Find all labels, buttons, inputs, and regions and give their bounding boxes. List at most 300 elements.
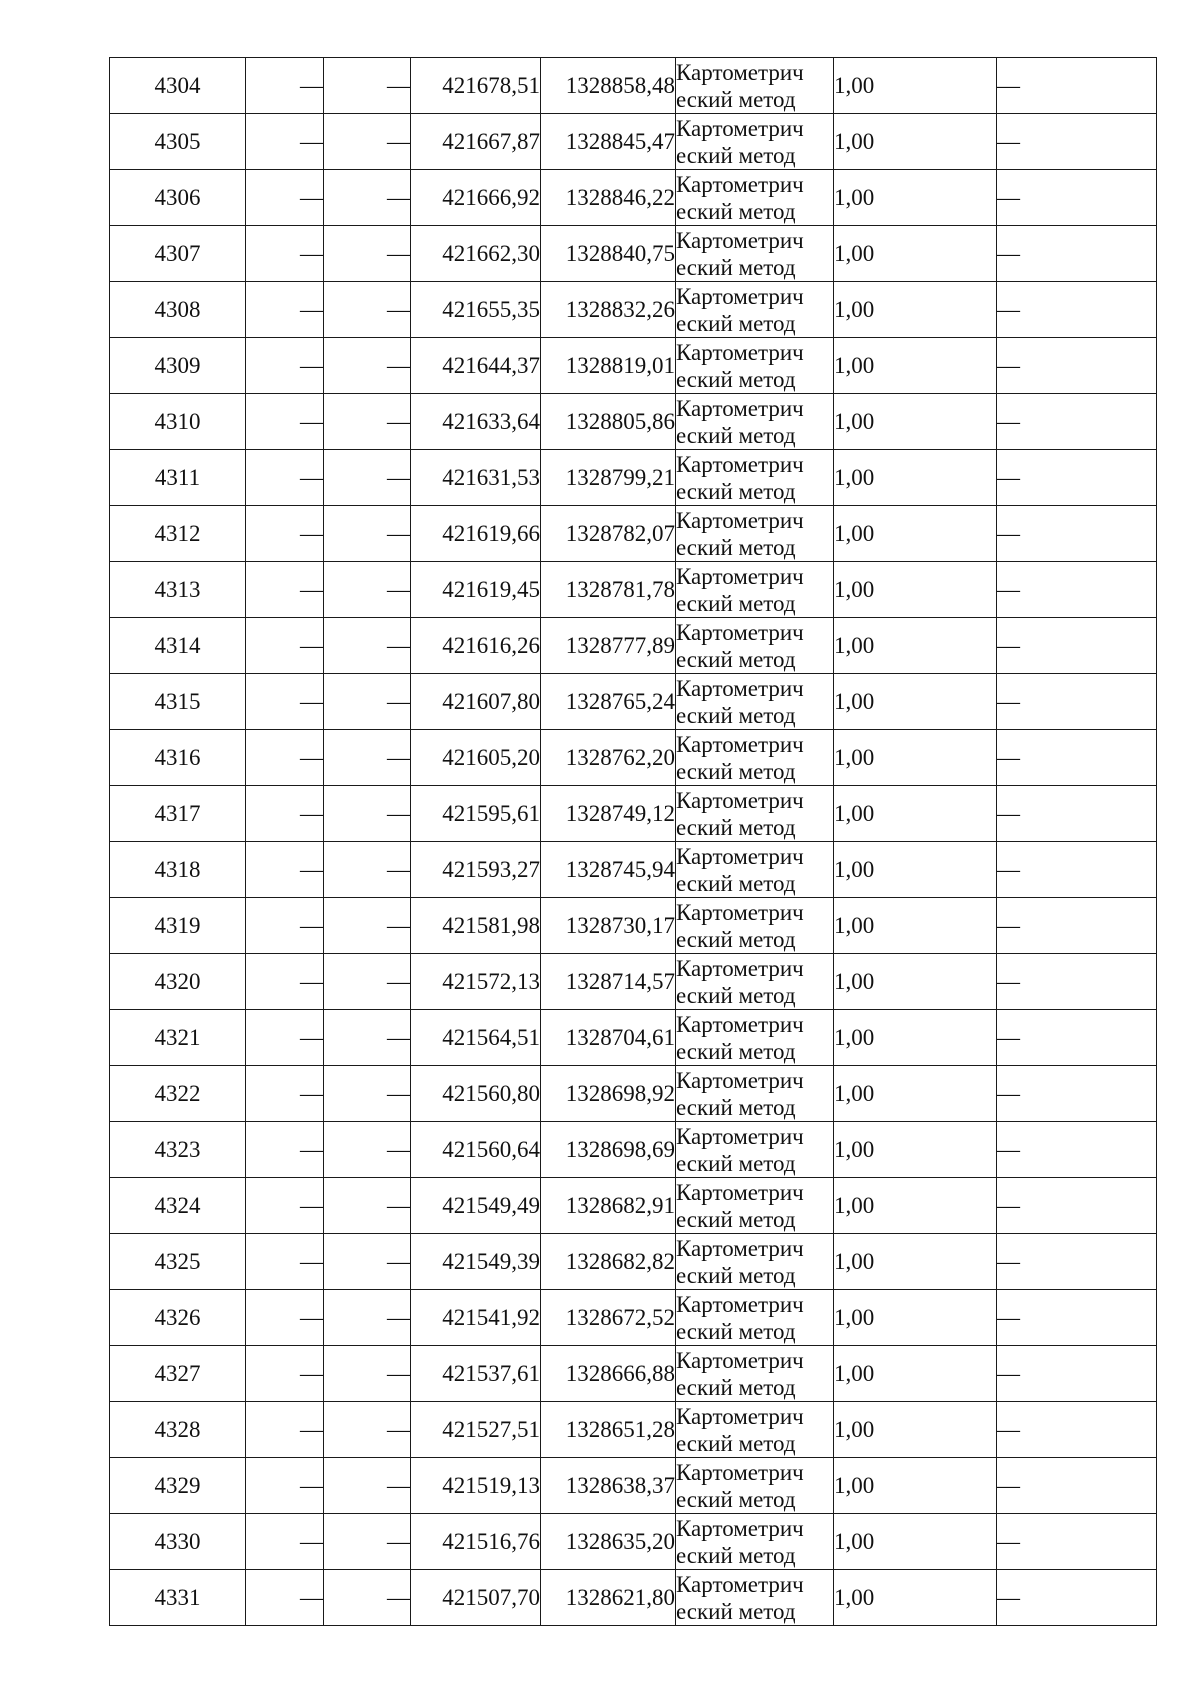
table-row	[110, 730, 1157, 786]
y-coordinate-cell: 1328781,78	[541, 562, 676, 618]
method-cell	[676, 114, 834, 170]
table-row	[110, 1066, 1157, 1122]
empty-dash-cell: —	[997, 58, 1157, 114]
x-coordinate-cell: 421560,80	[411, 1066, 541, 1122]
method-cell	[676, 674, 834, 730]
point-number-cell: 4315	[110, 674, 246, 730]
table-row	[110, 282, 1157, 338]
x-coordinate-cell: 421631,53	[411, 450, 541, 506]
method-cell	[676, 226, 834, 282]
table-row	[110, 1010, 1157, 1066]
y-coordinate-cell: 1328819,01	[541, 338, 676, 394]
empty-dash-cell: —	[324, 1178, 411, 1234]
empty-dash-cell: —	[246, 1458, 324, 1514]
method-cell	[676, 1514, 834, 1570]
accuracy-cell: 1,00	[834, 562, 997, 618]
method-cell	[676, 1010, 834, 1066]
empty-dash-cell: —	[997, 1234, 1157, 1290]
empty-dash-cell: —	[324, 842, 411, 898]
point-number-cell: 4324	[110, 1178, 246, 1234]
empty-dash-cell: —	[246, 506, 324, 562]
x-coordinate-cell: 421541,92	[411, 1290, 541, 1346]
point-number-cell: 4305	[110, 114, 246, 170]
x-coordinate-cell: 421605,20	[411, 730, 541, 786]
empty-dash-cell: —	[246, 1178, 324, 1234]
point-number-cell: 4329	[110, 1458, 246, 1514]
table-row	[110, 786, 1157, 842]
method-cell	[676, 394, 834, 450]
empty-dash-cell: —	[246, 786, 324, 842]
empty-dash-cell: —	[246, 1122, 324, 1178]
empty-dash-cell: —	[997, 898, 1157, 954]
empty-dash-cell: —	[246, 1346, 324, 1402]
method-text-line: Картометрич	[676, 731, 804, 757]
y-coordinate-cell: 1328730,17	[541, 898, 676, 954]
x-coordinate-cell: 421616,26	[411, 618, 541, 674]
method-text-line: еский метод	[676, 870, 796, 896]
y-coordinate-cell: 1328858,48	[541, 58, 676, 114]
method-text-line: еский метод	[676, 1038, 796, 1064]
method-text-line: еский метод	[676, 926, 796, 952]
empty-dash-cell: —	[997, 1010, 1157, 1066]
method-cell	[676, 954, 834, 1010]
method-cell	[676, 898, 834, 954]
empty-dash-cell: —	[324, 730, 411, 786]
table-row	[110, 394, 1157, 450]
empty-dash-cell: —	[997, 1402, 1157, 1458]
method-text-line: Картометрич	[676, 787, 804, 813]
y-coordinate-cell: 1328682,91	[541, 1178, 676, 1234]
y-coordinate-cell: 1328845,47	[541, 114, 676, 170]
x-coordinate-cell: 421678,51	[411, 58, 541, 114]
table-row	[110, 450, 1157, 506]
method-text-line: Картометрич	[676, 899, 804, 925]
empty-dash-cell: —	[324, 1234, 411, 1290]
method-text-line: еский метод	[676, 702, 796, 728]
y-coordinate-cell: 1328635,20	[541, 1514, 676, 1570]
empty-dash-cell: —	[324, 114, 411, 170]
point-number-cell: 4314	[110, 618, 246, 674]
empty-dash-cell: —	[246, 226, 324, 282]
point-number-cell: 4312	[110, 506, 246, 562]
point-number-cell: 4330	[110, 1514, 246, 1570]
method-cell	[676, 1346, 834, 1402]
empty-dash-cell: —	[246, 730, 324, 786]
y-coordinate-cell: 1328777,89	[541, 618, 676, 674]
y-coordinate-cell: 1328704,61	[541, 1010, 676, 1066]
y-coordinate-cell: 1328832,26	[541, 282, 676, 338]
empty-dash-cell: —	[324, 1458, 411, 1514]
method-cell	[676, 1458, 834, 1514]
accuracy-cell: 1,00	[834, 898, 997, 954]
x-coordinate-cell: 421549,49	[411, 1178, 541, 1234]
table-row	[110, 842, 1157, 898]
point-number-cell: 4316	[110, 730, 246, 786]
accuracy-cell: 1,00	[834, 786, 997, 842]
method-text-line: Картометрич	[676, 843, 804, 869]
method-text-line: Картометрич	[676, 227, 804, 253]
y-coordinate-cell: 1328846,22	[541, 170, 676, 226]
y-coordinate-cell: 1328698,69	[541, 1122, 676, 1178]
method-text-line: еский метод	[676, 1094, 796, 1120]
empty-dash-cell: —	[997, 506, 1157, 562]
method-text-line: еский метод	[676, 1150, 796, 1176]
empty-dash-cell: —	[997, 114, 1157, 170]
method-cell	[676, 842, 834, 898]
y-coordinate-cell: 1328698,92	[541, 1066, 676, 1122]
x-coordinate-cell: 421581,98	[411, 898, 541, 954]
accuracy-cell: 1,00	[834, 1458, 997, 1514]
point-number-cell: 4322	[110, 1066, 246, 1122]
accuracy-cell: 1,00	[834, 114, 997, 170]
method-text-line: еский метод	[676, 478, 796, 504]
point-number-cell: 4323	[110, 1122, 246, 1178]
x-coordinate-cell: 421519,13	[411, 1458, 541, 1514]
empty-dash-cell: —	[997, 674, 1157, 730]
y-coordinate-cell: 1328762,20	[541, 730, 676, 786]
method-text-line: еский метод	[676, 310, 796, 336]
empty-dash-cell: —	[324, 562, 411, 618]
empty-dash-cell: —	[324, 450, 411, 506]
empty-dash-cell: —	[997, 954, 1157, 1010]
method-text-line: еский метод	[676, 982, 796, 1008]
point-number-cell: 4307	[110, 226, 246, 282]
point-number-cell: 4321	[110, 1010, 246, 1066]
x-coordinate-cell: 421593,27	[411, 842, 541, 898]
x-coordinate-cell: 421655,35	[411, 282, 541, 338]
empty-dash-cell: —	[997, 450, 1157, 506]
accuracy-cell: 1,00	[834, 170, 997, 226]
empty-dash-cell: —	[246, 842, 324, 898]
empty-dash-cell: —	[997, 170, 1157, 226]
empty-dash-cell: —	[997, 842, 1157, 898]
accuracy-cell: 1,00	[834, 394, 997, 450]
x-coordinate-cell: 421667,87	[411, 114, 541, 170]
point-number-cell: 4327	[110, 1346, 246, 1402]
empty-dash-cell: —	[324, 674, 411, 730]
accuracy-cell: 1,00	[834, 1402, 997, 1458]
x-coordinate-cell: 421560,64	[411, 1122, 541, 1178]
accuracy-cell: 1,00	[834, 58, 997, 114]
table-row	[110, 1290, 1157, 1346]
method-text-line: Картометрич	[676, 1235, 804, 1261]
x-coordinate-cell: 421666,92	[411, 170, 541, 226]
method-cell	[676, 730, 834, 786]
method-cell	[676, 58, 834, 114]
x-coordinate-cell: 421549,39	[411, 1234, 541, 1290]
method-text-line: еский метод	[676, 1206, 796, 1232]
empty-dash-cell: —	[997, 1122, 1157, 1178]
y-coordinate-cell: 1328782,07	[541, 506, 676, 562]
y-coordinate-cell: 1328749,12	[541, 786, 676, 842]
empty-dash-cell: —	[997, 338, 1157, 394]
method-cell	[676, 170, 834, 226]
point-number-cell: 4304	[110, 58, 246, 114]
empty-dash-cell: —	[324, 1570, 411, 1626]
empty-dash-cell: —	[246, 1570, 324, 1626]
accuracy-cell: 1,00	[834, 1178, 997, 1234]
method-text-line: еский метод	[676, 758, 796, 784]
method-text-line: еский метод	[676, 646, 796, 672]
y-coordinate-cell: 1328672,52	[541, 1290, 676, 1346]
method-text-line: Картометрич	[676, 1459, 804, 1485]
method-text-line: Картометрич	[676, 507, 804, 533]
accuracy-cell: 1,00	[834, 1290, 997, 1346]
table-row	[110, 1514, 1157, 1570]
empty-dash-cell: —	[246, 1234, 324, 1290]
x-coordinate-cell: 421619,45	[411, 562, 541, 618]
method-text-line: еский метод	[676, 1598, 796, 1624]
table-row	[110, 1178, 1157, 1234]
table-row	[110, 898, 1157, 954]
empty-dash-cell: —	[246, 58, 324, 114]
accuracy-cell: 1,00	[834, 618, 997, 674]
empty-dash-cell: —	[997, 1458, 1157, 1514]
empty-dash-cell: —	[324, 170, 411, 226]
table-row	[110, 674, 1157, 730]
method-text-line: Картометрич	[676, 1123, 804, 1149]
table-row	[110, 1346, 1157, 1402]
method-text-line: Картометрич	[676, 339, 804, 365]
table-row	[110, 954, 1157, 1010]
accuracy-cell: 1,00	[834, 1514, 997, 1570]
accuracy-cell: 1,00	[834, 1234, 997, 1290]
method-text-line: Картометрич	[676, 115, 804, 141]
x-coordinate-cell: 421662,30	[411, 226, 541, 282]
x-coordinate-cell: 421572,13	[411, 954, 541, 1010]
method-text-line: Картометрич	[676, 1179, 804, 1205]
x-coordinate-cell: 421607,80	[411, 674, 541, 730]
accuracy-cell: 1,00	[834, 1570, 997, 1626]
accuracy-cell: 1,00	[834, 954, 997, 1010]
empty-dash-cell: —	[246, 450, 324, 506]
method-cell	[676, 786, 834, 842]
method-text-line: Картометрич	[676, 563, 804, 589]
method-text-line: еский метод	[676, 534, 796, 560]
method-text-line: Картометрич	[676, 1291, 804, 1317]
empty-dash-cell: —	[246, 282, 324, 338]
point-number-cell: 4325	[110, 1234, 246, 1290]
empty-dash-cell: —	[246, 1514, 324, 1570]
point-number-cell: 4310	[110, 394, 246, 450]
method-text-line: еский метод	[676, 86, 796, 112]
method-text-line: еский метод	[676, 590, 796, 616]
table-body	[110, 58, 1157, 1626]
method-text-line: Картометрич	[676, 1347, 804, 1373]
method-text-line: еский метод	[676, 1430, 796, 1456]
table-row	[110, 1234, 1157, 1290]
empty-dash-cell: —	[246, 954, 324, 1010]
point-number-cell: 4311	[110, 450, 246, 506]
x-coordinate-cell: 421537,61	[411, 1346, 541, 1402]
accuracy-cell: 1,00	[834, 1122, 997, 1178]
empty-dash-cell: —	[997, 1290, 1157, 1346]
method-text-line: Картометрич	[676, 1011, 804, 1037]
method-text-line: еский метод	[676, 198, 796, 224]
method-cell	[676, 450, 834, 506]
method-text-line: Картометрич	[676, 59, 804, 85]
empty-dash-cell: —	[997, 394, 1157, 450]
empty-dash-cell: —	[997, 282, 1157, 338]
point-number-cell: 4328	[110, 1402, 246, 1458]
empty-dash-cell: —	[997, 618, 1157, 674]
point-number-cell: 4320	[110, 954, 246, 1010]
empty-dash-cell: —	[324, 338, 411, 394]
empty-dash-cell: —	[246, 114, 324, 170]
table-row	[110, 170, 1157, 226]
empty-dash-cell: —	[324, 1066, 411, 1122]
x-coordinate-cell: 421619,66	[411, 506, 541, 562]
method-text-line: Картометрич	[676, 1067, 804, 1093]
point-number-cell: 4331	[110, 1570, 246, 1626]
y-coordinate-cell: 1328682,82	[541, 1234, 676, 1290]
empty-dash-cell: —	[246, 1290, 324, 1346]
method-cell	[676, 618, 834, 674]
method-text-line: еский метод	[676, 814, 796, 840]
method-cell	[676, 1066, 834, 1122]
empty-dash-cell: —	[246, 1010, 324, 1066]
point-number-cell: 4317	[110, 786, 246, 842]
method-cell	[676, 1570, 834, 1626]
method-cell	[676, 282, 834, 338]
empty-dash-cell: —	[324, 506, 411, 562]
method-cell	[676, 338, 834, 394]
method-text-line: еский метод	[676, 1262, 796, 1288]
table-row	[110, 226, 1157, 282]
empty-dash-cell: —	[324, 1122, 411, 1178]
method-text-line: еский метод	[676, 366, 796, 392]
empty-dash-cell: —	[997, 1066, 1157, 1122]
empty-dash-cell: —	[324, 394, 411, 450]
point-number-cell: 4326	[110, 1290, 246, 1346]
method-cell	[676, 506, 834, 562]
table-row	[110, 1122, 1157, 1178]
x-coordinate-cell: 421516,76	[411, 1514, 541, 1570]
y-coordinate-cell: 1328745,94	[541, 842, 676, 898]
y-coordinate-cell: 1328651,28	[541, 1402, 676, 1458]
y-coordinate-cell: 1328840,75	[541, 226, 676, 282]
empty-dash-cell: —	[997, 562, 1157, 618]
y-coordinate-cell: 1328666,88	[541, 1346, 676, 1402]
empty-dash-cell: —	[246, 170, 324, 226]
x-coordinate-cell: 421644,37	[411, 338, 541, 394]
accuracy-cell: 1,00	[834, 338, 997, 394]
accuracy-cell: 1,00	[834, 1010, 997, 1066]
x-coordinate-cell: 421595,61	[411, 786, 541, 842]
empty-dash-cell: —	[246, 618, 324, 674]
method-text-line: еский метод	[676, 1374, 796, 1400]
empty-dash-cell: —	[246, 338, 324, 394]
empty-dash-cell: —	[324, 618, 411, 674]
method-text-line: еский метод	[676, 1318, 796, 1344]
accuracy-cell: 1,00	[834, 1346, 997, 1402]
method-cell	[676, 1290, 834, 1346]
y-coordinate-cell: 1328799,21	[541, 450, 676, 506]
accuracy-cell: 1,00	[834, 674, 997, 730]
empty-dash-cell: —	[997, 1178, 1157, 1234]
point-number-cell: 4313	[110, 562, 246, 618]
method-text-line: Картометрич	[676, 619, 804, 645]
empty-dash-cell: —	[997, 1346, 1157, 1402]
empty-dash-cell: —	[324, 1346, 411, 1402]
method-cell	[676, 1402, 834, 1458]
y-coordinate-cell: 1328714,57	[541, 954, 676, 1010]
table-row	[110, 506, 1157, 562]
point-number-cell: 4318	[110, 842, 246, 898]
accuracy-cell: 1,00	[834, 226, 997, 282]
method-text-line: Картометрич	[676, 1403, 804, 1429]
method-cell	[676, 562, 834, 618]
empty-dash-cell: —	[324, 954, 411, 1010]
y-coordinate-cell: 1328638,37	[541, 1458, 676, 1514]
table-row	[110, 338, 1157, 394]
empty-dash-cell: —	[997, 730, 1157, 786]
table-row	[110, 562, 1157, 618]
table-row	[110, 618, 1157, 674]
method-text-line: Картометрич	[676, 955, 804, 981]
method-text-line: Картометрич	[676, 283, 804, 309]
empty-dash-cell: —	[246, 1066, 324, 1122]
empty-dash-cell: —	[324, 282, 411, 338]
method-text-line: Картометрич	[676, 1571, 804, 1597]
x-coordinate-cell: 421507,70	[411, 1570, 541, 1626]
table-row	[110, 58, 1157, 114]
empty-dash-cell: —	[324, 1402, 411, 1458]
point-number-cell: 4309	[110, 338, 246, 394]
method-cell	[676, 1178, 834, 1234]
method-text-line: Картометрич	[676, 395, 804, 421]
method-cell	[676, 1122, 834, 1178]
empty-dash-cell: —	[324, 1290, 411, 1346]
empty-dash-cell: —	[246, 1402, 324, 1458]
x-coordinate-cell: 421527,51	[411, 1402, 541, 1458]
accuracy-cell: 1,00	[834, 1066, 997, 1122]
y-coordinate-cell: 1328765,24	[541, 674, 676, 730]
accuracy-cell: 1,00	[834, 730, 997, 786]
point-number-cell: 4319	[110, 898, 246, 954]
boundary-points-table	[109, 57, 1157, 1626]
method-text-line: еский метод	[676, 142, 796, 168]
point-number-cell: 4306	[110, 170, 246, 226]
empty-dash-cell: —	[324, 1010, 411, 1066]
empty-dash-cell: —	[246, 394, 324, 450]
y-coordinate-cell: 1328805,86	[541, 394, 676, 450]
method-text-line: еский метод	[676, 1486, 796, 1512]
empty-dash-cell: —	[246, 674, 324, 730]
x-coordinate-cell: 421564,51	[411, 1010, 541, 1066]
method-text-line: Картометрич	[676, 675, 804, 701]
method-text-line: Картометрич	[676, 1515, 804, 1541]
empty-dash-cell: —	[246, 898, 324, 954]
accuracy-cell: 1,00	[834, 450, 997, 506]
empty-dash-cell: —	[246, 562, 324, 618]
x-coordinate-cell: 421633,64	[411, 394, 541, 450]
method-cell	[676, 1234, 834, 1290]
method-text-line: еский метод	[676, 422, 796, 448]
table-row	[110, 1458, 1157, 1514]
empty-dash-cell: —	[324, 786, 411, 842]
empty-dash-cell: —	[997, 226, 1157, 282]
accuracy-cell: 1,00	[834, 506, 997, 562]
empty-dash-cell: —	[324, 1514, 411, 1570]
table-row	[110, 114, 1157, 170]
method-text-line: Картометрич	[676, 451, 804, 477]
empty-dash-cell: —	[997, 1514, 1157, 1570]
empty-dash-cell: —	[324, 58, 411, 114]
y-coordinate-cell: 1328621,80	[541, 1570, 676, 1626]
accuracy-cell: 1,00	[834, 842, 997, 898]
empty-dash-cell: —	[997, 786, 1157, 842]
